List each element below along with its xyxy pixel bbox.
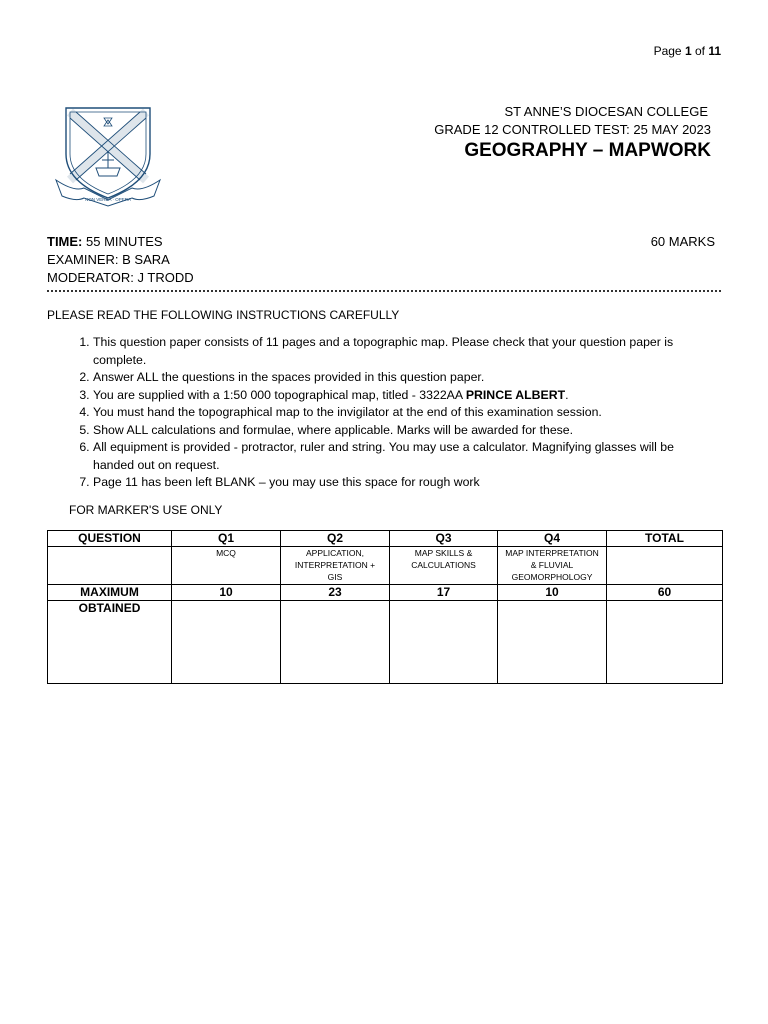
table-obtained-row xyxy=(48,601,723,684)
maximum-label: MAXIMUM xyxy=(48,585,172,601)
description-cell xyxy=(607,547,723,585)
dotted-divider xyxy=(47,290,721,292)
instruction-item: 6. All equipment is provided - protractor, ruler and string. You may use a calculator. Magnifying glasses will be handed out on request. xyxy=(93,439,717,474)
time-label: TIME: xyxy=(47,234,83,249)
obtained-cell xyxy=(607,601,723,684)
obtained-cell xyxy=(281,601,390,684)
page-number xyxy=(654,44,721,58)
instruction-item: 5. Show ALL calculations and formulae, where applicable. Marks will be awarded for these. xyxy=(93,422,717,440)
table-maximum-row xyxy=(48,585,723,601)
page-total: 11 xyxy=(708,44,721,58)
test-title: GRADE 12 CONTROLLED TEST: 25 MAY 2023 xyxy=(434,122,711,137)
description-cell: MCQ xyxy=(172,547,281,585)
subject-title: GEOGRAPHY – MAPWORK xyxy=(464,140,711,161)
time-line xyxy=(47,234,163,249)
header-cell: QUESTION xyxy=(48,531,172,547)
description-cell: MAP INTERPRETATION & FLUVIAL GEOMORPHOLOGY xyxy=(498,547,607,585)
obtained-cell xyxy=(390,601,498,684)
instruction-text: You are supplied with a 1:50 000 topographical map, titled - 3322AA xyxy=(93,387,466,402)
header-cell: Q4 xyxy=(498,531,607,547)
page-of: of xyxy=(691,44,709,58)
header-cell: Q1 xyxy=(172,531,281,547)
instructions-heading: PLEASE READ THE FOLLOWING INSTRUCTIONS CAREFULLY xyxy=(47,308,400,322)
header-cell: Q2 xyxy=(281,531,390,547)
maximum-cell: 23 xyxy=(281,585,390,601)
moderator: MODERATOR: J TRODD xyxy=(47,270,194,285)
instruction-item: 1. This question paper consists of 11 pages and a topographic map. Please check that your question paper is complete. xyxy=(93,334,717,369)
instruction-item: 7. Page 11 has been left BLANK – you may use this space for rough work xyxy=(93,474,717,492)
examiner: EXAMINER: B SARA xyxy=(47,252,170,267)
marker-heading: FOR MARKER'S USE ONLY xyxy=(69,503,223,517)
maximum-cell: 10 xyxy=(172,585,281,601)
marks-table xyxy=(47,530,723,684)
page-label: Page xyxy=(653,44,685,58)
description-cell: APPLICATION, INTERPRETATION + GIS xyxy=(281,547,390,585)
map-suffix: . xyxy=(565,387,569,402)
total-marks: 60 MARKS xyxy=(650,234,715,249)
maximum-cell: 10 xyxy=(498,585,607,601)
school-crest-logo xyxy=(54,104,162,208)
description-cell xyxy=(48,547,172,585)
obtained-cell xyxy=(498,601,607,684)
description-cell: MAP SKILLS & CALCULATIONS xyxy=(390,547,498,585)
obtained-label: OBTAINED xyxy=(48,601,172,684)
map-name: PRINCE ALBERT xyxy=(465,387,566,402)
maximum-cell: 17 xyxy=(390,585,498,601)
header-cell: TOTAL xyxy=(607,531,723,547)
instructions-list xyxy=(47,334,717,492)
school-name: ST ANNE’S DIOCESAN COLLEGE xyxy=(504,104,708,119)
instruction-item: 4. You must hand the topographical map to the invigilator at the end of this examination session. xyxy=(93,404,717,422)
instruction-item: 2. Answer ALL the questions in the spaces provided in this question paper. xyxy=(93,369,717,387)
time-value: 55 MINUTES xyxy=(82,234,163,249)
header-cell: Q3 xyxy=(390,531,498,547)
obtained-cell xyxy=(172,601,281,684)
page-current: 1 xyxy=(684,44,692,58)
maximum-cell: 60 xyxy=(607,585,723,601)
table-description-row xyxy=(48,547,723,585)
table-header-row xyxy=(48,531,723,547)
crest-motto: NON VERBA · OPERA xyxy=(84,197,132,202)
instruction-item xyxy=(93,387,717,405)
